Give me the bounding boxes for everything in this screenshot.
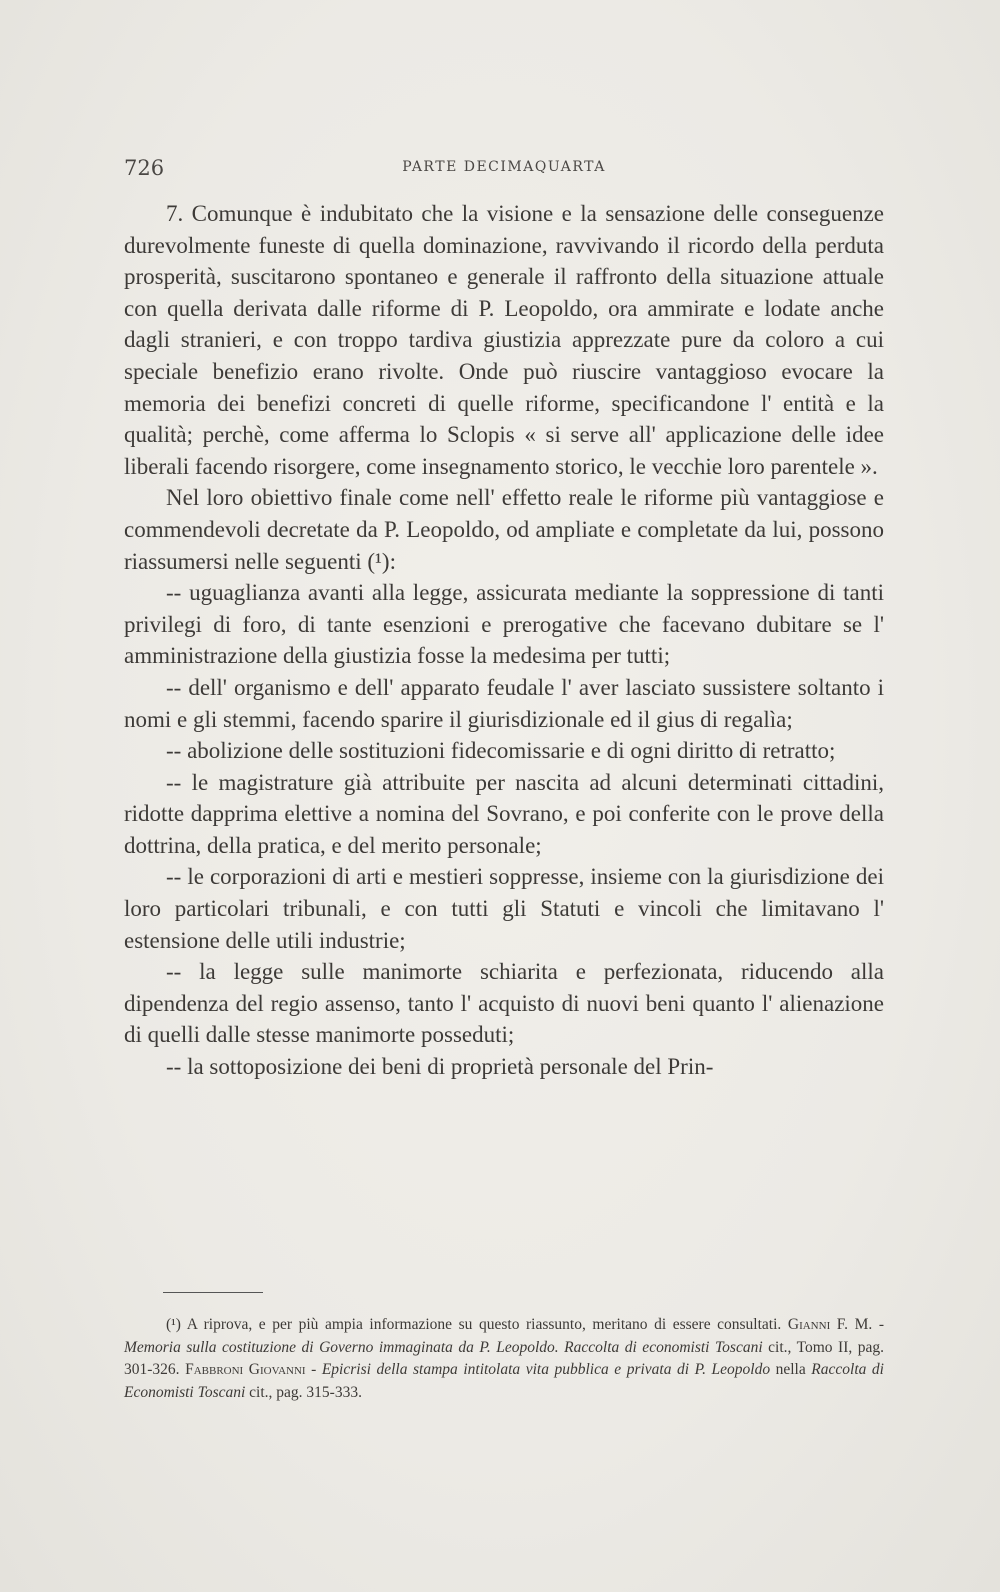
running-head: PARTE DECIMAQUARTA <box>402 159 606 175</box>
footnote-connector: nella <box>770 1361 812 1378</box>
footnote-reference: (¹): <box>367 548 396 574</box>
footnote-intro: A riprova, e per più ampia informazione su questo riassunto, meritano di essere consultati. <box>186 1316 782 1333</box>
list-item: -- la sottoposizione dei beni di proprietà personale del Prin- <box>166 1054 714 1080</box>
paragraph-2-text: Nel loro obiettivo finale come nell' effetto reale le riforme più vantaggiose e commendevoli decretate da P. Leopoldo, od ampliate e completate da lui, possono riassumersi nelle seguenti <box>124 485 884 574</box>
footnote-cite-2: cit., pag. 315-333. <box>245 1383 362 1401</box>
footnote-sep-1: - <box>872 1316 885 1333</box>
footnote-work-2: Epicrisi della stampa intitolata vita pubblica e privata di P. Leopoldo <box>321 1361 771 1378</box>
list-item: -- uguaglianza avanti alla legge, assicurata mediante la soppressione di tanti privilegi di foro, di tante esenzioni e prerogative che facevano dubitare se l' amministrazione della giustizia fosse la medesima per tutti; <box>124 580 884 669</box>
footnote-work-1: Memoria sulla costituzione di Governo immaginata da P. Leopoldo. Raccolta di economisti Toscani <box>124 1338 763 1356</box>
footnote-work-3: Raccolta di Economisti Toscani <box>124 1361 884 1401</box>
footnote <box>124 1314 884 1404</box>
footnote-author-2: Fabbroni Giovanni <box>185 1361 306 1378</box>
paragraph-1: 7. Comunque è indubitato che la visione e la sensazione delle conseguenze durevolmente funeste di quella dominazione, ravvivando il ricordo della perduta prosperità, suscitarono spontaneo e generale il raffronto della situazione attuale con quella derivata dalle riforme di P. Leopoldo, ora ammirate e lodate anche dagli stranieri, e con troppo tardiva giustizia apprezzate pure da coloro a cui speciale benefizio erano rivolte. Onde può riuscire vantaggioso evocare la memoria dei benefizi concreti di quelle riforme, specificandone l' entità e la qualità; perchè, come afferma lo Sclopis « si serve all' applicazione delle idee liberali facendo risorgere, come insegnamento storico, le vecchie loro parentele ». <box>124 201 884 479</box>
footnote-separator <box>163 1292 263 1293</box>
footnote-marker: (¹) <box>166 1316 181 1333</box>
page-number: 726 <box>124 156 165 180</box>
page-header <box>124 156 884 186</box>
list-item: -- la legge sulle manimorte schiarita e perfezionata, riducendo alla dipendenza del regio assenso, tanto l' acquisto di nuovi beni quanto l' alienazione di quelli dalle stesse manimorte posseduti; <box>124 959 884 1048</box>
list-item: -- dell' organismo e dell' apparato feudale l' aver lasciato sussistere soltanto i nomi e gli stemmi, facendo sparire il giurisdizionale ed il gius di regalìa; <box>124 674 884 732</box>
list-item: -- le magistrature già attribuite per nascita ad alcuni determinati cittadini, ridotte dapprima elettive a nomina del Sovrano, e poi conferite con le prove della dottrina, della pratica, e del merito personale; <box>124 769 884 858</box>
list-item: -- le corporazioni di arti e mestieri soppresse, insieme con la giurisdizione dei loro particolari tribunali, e con tutti gli Statuti e vincoli che limitavano l' estensione delle utili industrie; <box>124 864 884 953</box>
footnote-sep-2: - <box>305 1361 322 1378</box>
main-text <box>124 198 884 1083</box>
footnote-text <box>124 1314 884 1404</box>
footnote-cite-1: cit., Tomo II, pag. 301-326. <box>124 1338 885 1378</box>
footnote-author-1: Gianni F. M. <box>787 1316 873 1333</box>
list-item: -- abolizione delle sostituzioni fidecomissarie e di ogni diritto di retratto; <box>166 738 836 764</box>
paragraph-2 <box>124 482 884 577</box>
